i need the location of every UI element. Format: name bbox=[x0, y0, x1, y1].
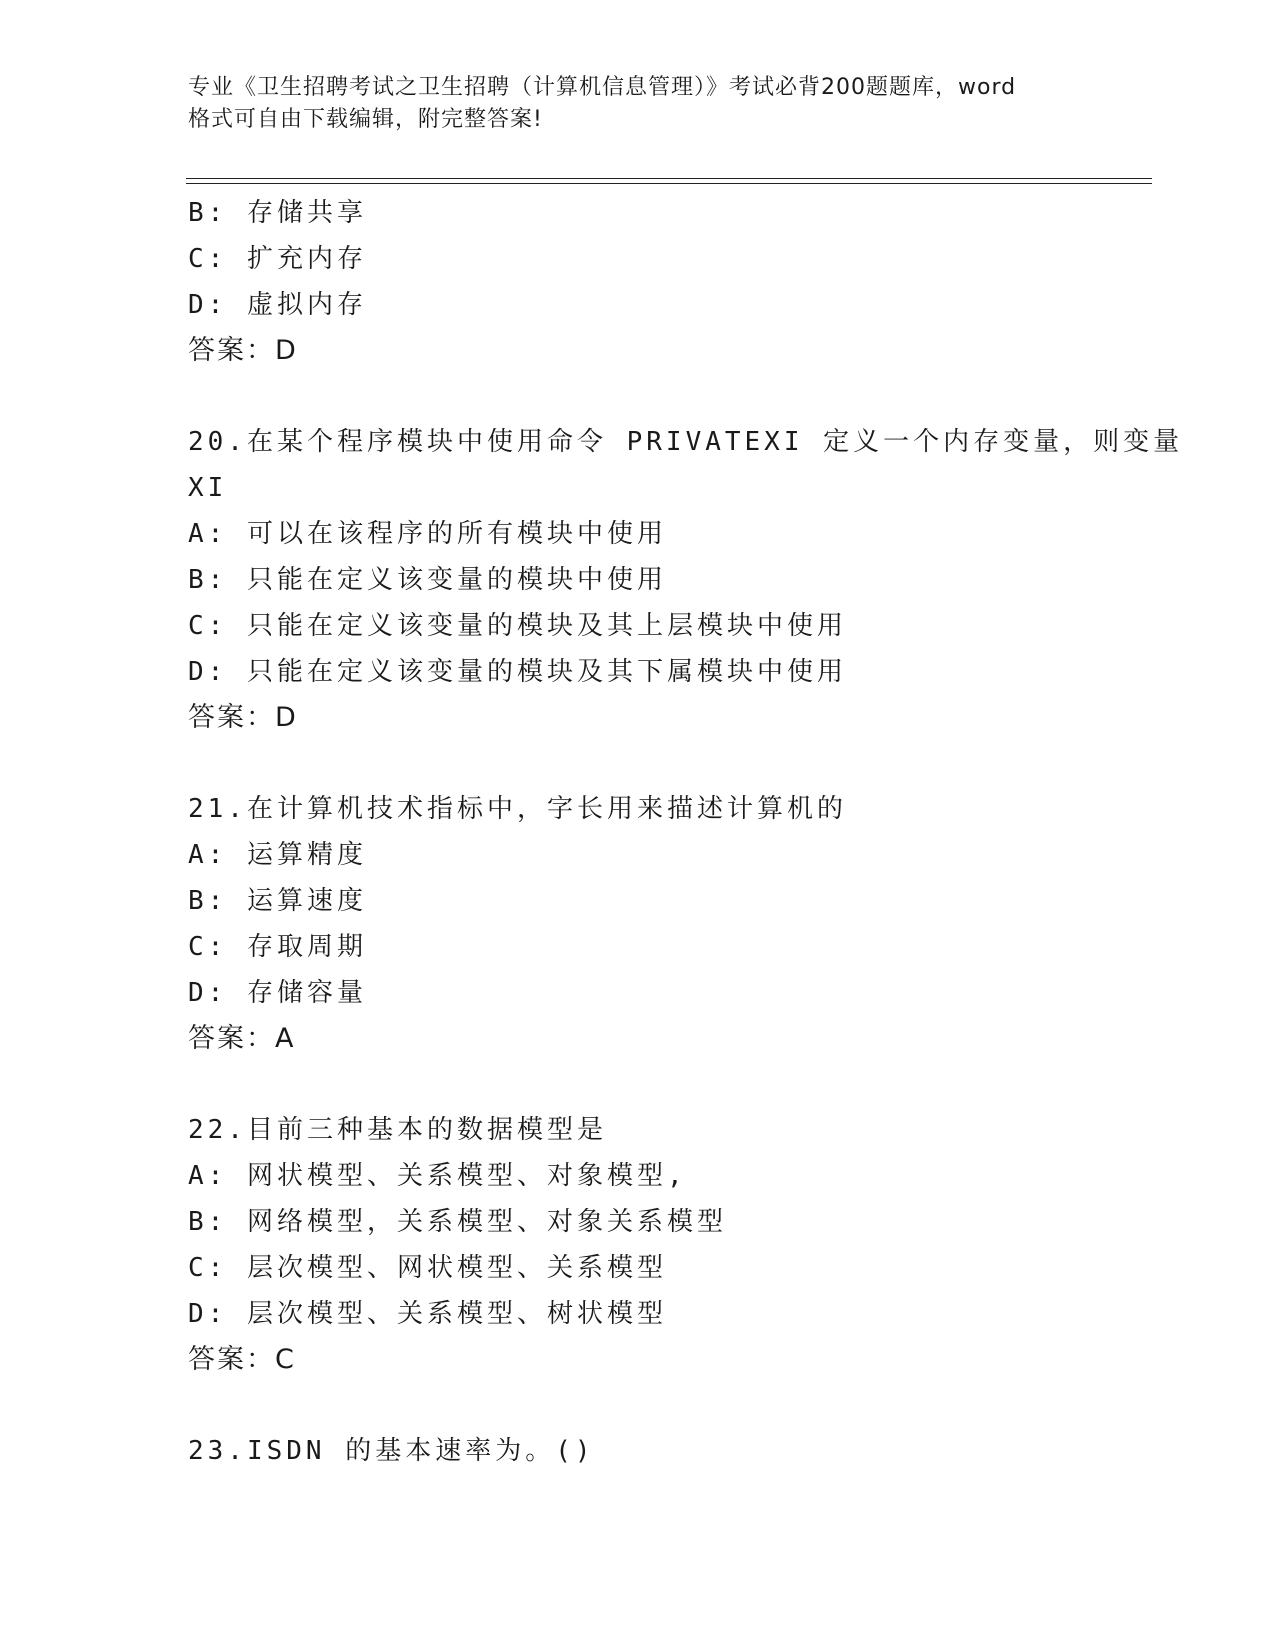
question-list bbox=[188, 190, 1184, 1474]
option-d: D: 只能在定义该变量的模块及其下属模块中使用 bbox=[188, 657, 847, 687]
option-b: B: 运算速度 bbox=[188, 886, 367, 916]
question-22 bbox=[188, 1107, 1088, 1383]
answer-line: 答案：A bbox=[188, 1023, 296, 1054]
question-21 bbox=[188, 786, 1088, 1062]
option-a: A: 网状模型、关系模型、对象模型, bbox=[188, 1161, 687, 1191]
answer-line: 答案：C bbox=[188, 1344, 296, 1375]
header-divider-bottom bbox=[186, 183, 1152, 184]
question-stem: 20.在某个程序模块中使用命令 PRIVATEXI 定义一个内存变量，则变量 bbox=[188, 427, 1184, 457]
option-c: C: 只能在定义该变量的模块及其上层模块中使用 bbox=[188, 611, 847, 641]
question-20 bbox=[188, 419, 1184, 741]
option-d: D: 虚拟内存 bbox=[188, 290, 367, 320]
question-23 bbox=[188, 1428, 1088, 1474]
question-stem: 22.目前三种基本的数据模型是 bbox=[188, 1115, 607, 1145]
option-c: C: 层次模型、网状模型、关系模型 bbox=[188, 1253, 667, 1283]
question-stem: 23.ISDN 的基本速率为。() bbox=[188, 1436, 595, 1466]
spacer bbox=[188, 1383, 1088, 1428]
question-stem-continued: XI bbox=[188, 473, 228, 503]
header-line-1: 专业《卫生招聘考试之卫生招聘（计算机信息管理）》考试必背200题题库，word bbox=[188, 75, 1017, 100]
spacer bbox=[188, 741, 1088, 786]
option-a: A: 可以在该程序的所有模块中使用 bbox=[188, 519, 667, 549]
option-d: D: 存储容量 bbox=[188, 978, 367, 1008]
option-d: D: 层次模型、关系模型、树状模型 bbox=[188, 1299, 667, 1329]
answer-line: 答案：D bbox=[188, 335, 298, 366]
option-c: C: 存取周期 bbox=[188, 932, 367, 962]
spacer bbox=[188, 1062, 1088, 1107]
option-b: B: 只能在定义该变量的模块中使用 bbox=[188, 565, 667, 595]
option-c: C: 扩充内存 bbox=[188, 244, 367, 274]
answer-line: 答案：D bbox=[188, 702, 298, 733]
option-b: B: 网络模型，关系模型、对象关系模型 bbox=[188, 1207, 727, 1237]
option-a: A: 运算精度 bbox=[188, 840, 367, 870]
question-stem: 21.在计算机技术指标中，字长用来描述计算机的 bbox=[188, 794, 847, 824]
question-19-tail bbox=[188, 190, 1088, 374]
document-header bbox=[188, 72, 1088, 136]
header-line-2: 格式可自由下载编辑，附完整答案! bbox=[188, 107, 543, 132]
spacer bbox=[188, 374, 1088, 419]
option-b: B: 存储共享 bbox=[188, 198, 367, 228]
header-divider-top bbox=[186, 178, 1152, 179]
